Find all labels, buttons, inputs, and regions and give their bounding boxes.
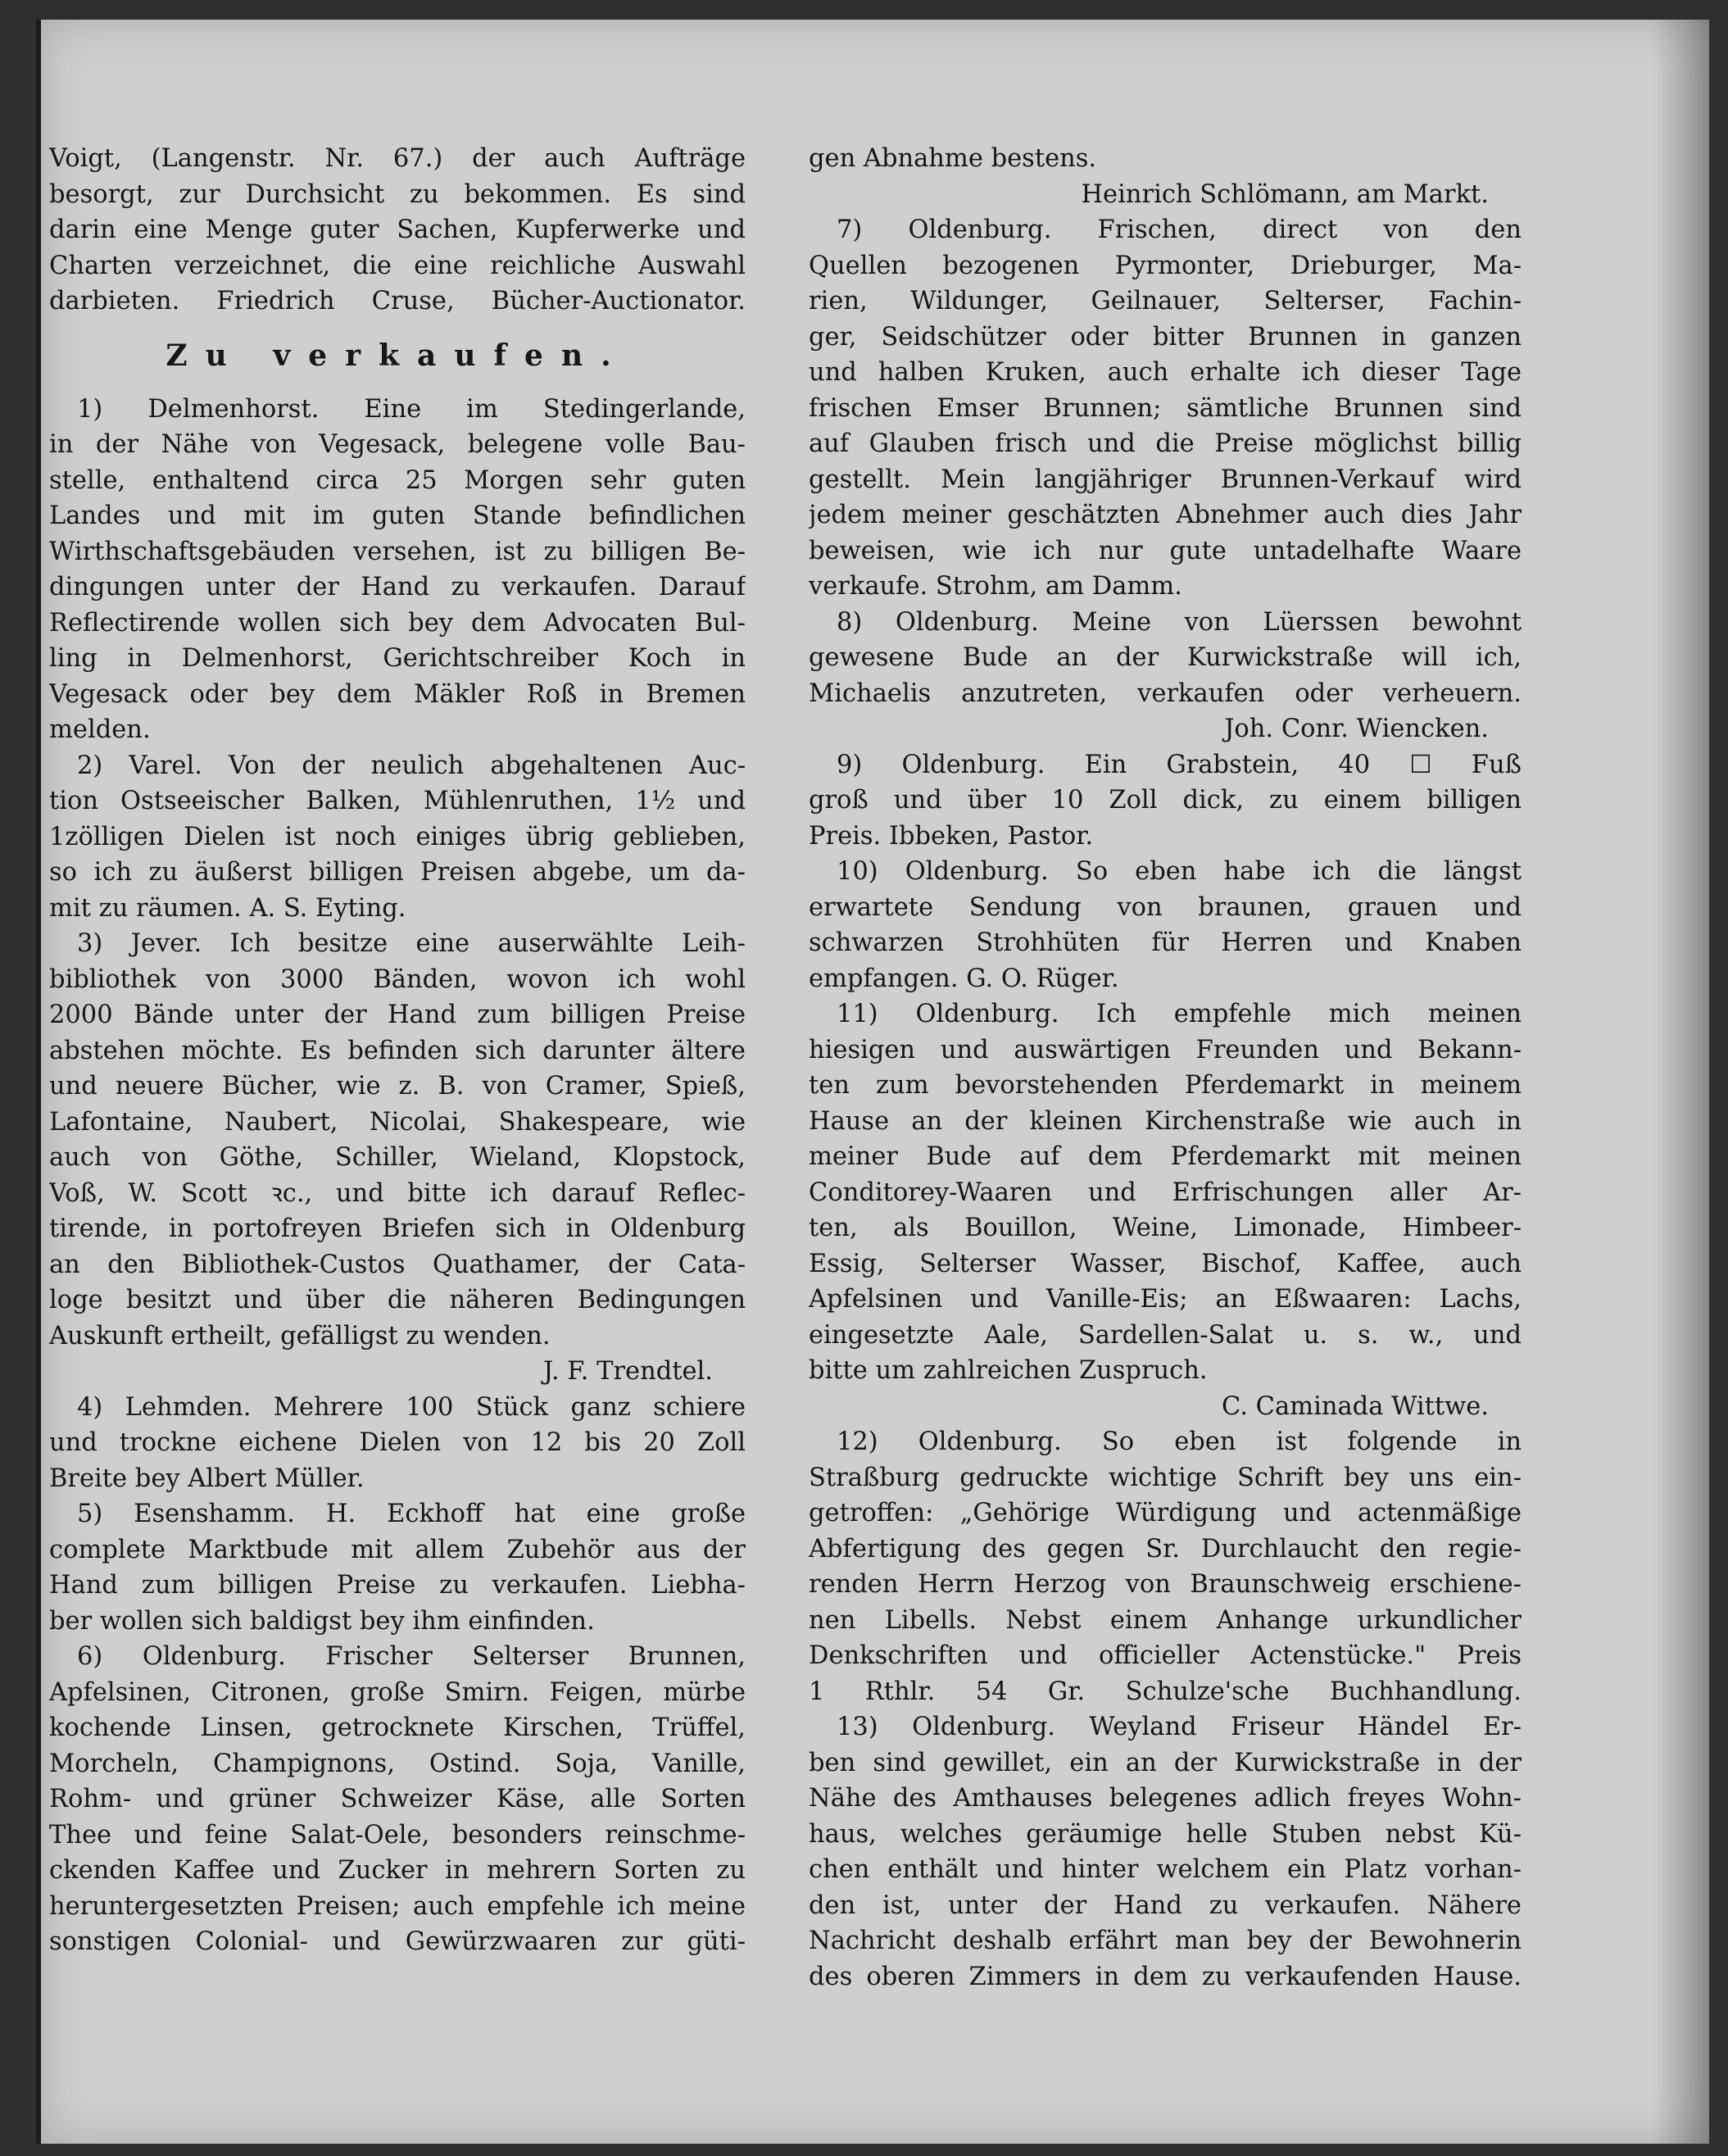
- text-line: und trockne eichene Dielen von 12 bis 20 Zoll: [49, 1428, 746, 1457]
- signature-line: Preis. Ibbeken, Pastor.: [809, 821, 1094, 851]
- text-line: des oberen Zimmers in dem zu verkaufenden Hause.: [809, 1962, 1522, 1991]
- signature-line: Breite bey Albert Müller.: [49, 1464, 365, 1493]
- text-line: bitte um zahlreichen Zuspruch.: [809, 1356, 1208, 1385]
- ad-start-line: 10) Oldenburg. So eben habe ich die längst: [837, 857, 1522, 886]
- ad-start-line: 3) Jever. Ich besitze eine auserwählte Leih-: [77, 929, 746, 958]
- text-line: eingesetzte Aale, Sardellen-Salat u. s. w., und: [809, 1320, 1522, 1350]
- text-line: haus, welches geräumige helle Stuben nebst Kü-: [809, 1819, 1522, 1849]
- text-line: bibliothek von 3000 Bänden, wovon ich wohl: [49, 965, 746, 994]
- text-line: Auskunft ertheilt, gefälligst zu wenden.: [49, 1321, 551, 1350]
- ad-start-line: 1) Delmenhorst. Eine im Stedingerlande,: [77, 394, 746, 424]
- text-line: darin eine Menge guter Sachen, Kupferwerke und: [49, 216, 746, 244]
- text-line: gewesene Bude an der Kurwickstraße will ich,: [809, 643, 1522, 672]
- text-line: Michaelis anzutreten, verkaufen oder verheuern.: [809, 679, 1522, 708]
- ad-start-line: 9) Oldenburg. Ein Grabstein, 40 ☐ Fuß: [837, 750, 1522, 779]
- signature-line: Joh. Conr. Wiencken.: [1224, 715, 1489, 743]
- text-line: groß und über 10 Zoll dick, zu einem billigen: [809, 786, 1522, 815]
- text-line: Lafontaine, Naubert, Nicolai, Shakespeare, wie: [49, 1107, 746, 1137]
- ad-start-line: 13) Oldenburg. Weyland Friseur Händel Er-: [837, 1713, 1522, 1741]
- text-line: nen Libells. Nebst einem Anhange urkundlicher: [809, 1605, 1522, 1635]
- text-line: renden Herrn Herzog von Braunschweig erschiene-: [809, 1570, 1522, 1599]
- text-line: darbieten. Friedrich Cruse, Bücher-Auctionator.: [49, 287, 746, 315]
- ad-start-line: 5) Esenshamm. H. Eckhoff hat eine große: [77, 1500, 746, 1528]
- text-line: chen enthält und hinter welchem ein Platz vorhan-: [809, 1855, 1522, 1884]
- text-line: gen Abnahme bestens.: [809, 144, 1097, 173]
- text-line: auf Glauben frisch und die Preise möglichst billig: [809, 429, 1522, 458]
- text-line: tion Ostseeischer Balken, Mühlenruthen, 1½ und: [49, 787, 746, 815]
- text-line: Voigt, (Langenstr. Nr. 67.) der auch Aufträge: [49, 144, 746, 173]
- text-line: sonstigen Colonial- und Gewürzwaaren zur güti-: [49, 1927, 746, 1956]
- text-line: und halben Kruken, auch erhalte ich dieser Tage: [809, 358, 1522, 387]
- signature-line: Heinrich Schlömann, am Markt.: [1081, 179, 1489, 209]
- text-line: an den Bibliothek-Custos Quathamer, der Cata-: [49, 1250, 746, 1279]
- ad-start-line: 2) Varel. Von der neulich abgehaltenen Auc-: [77, 751, 746, 780]
- text-line: Nähe des Amthauses belegenes adlich freyes Wohn-: [809, 1784, 1522, 1813]
- ad-start-line: 11) Oldenburg. Ich empfehle mich meinen: [837, 1000, 1522, 1028]
- newspaper-page: [36, 20, 1709, 2144]
- text-line: Straßburg gedruckte wichtige Schrift bey uns ein-: [809, 1463, 1522, 1492]
- right-column: [809, 141, 1522, 1995]
- text-line: Hand zum billigen Preise zu verkaufen. Liebha-: [49, 1571, 746, 1600]
- text-line: besorgt, zur Durchsicht zu bekommen. Es sind: [49, 179, 746, 209]
- text-line: Apfelsinen, Citronen, große Smirn. Feigen, mürbe: [49, 1677, 746, 1707]
- text-line: Wirthschaftsgebäuden versehen, ist zu billigen Be-: [49, 537, 746, 566]
- text-line: tirende, in portofreyen Briefen sich in Oldenburg: [49, 1214, 746, 1243]
- ad-start-line: 4) Lehmden. Mehrere 100 Stück ganz schiere: [77, 1392, 746, 1422]
- text-line: schwarzen Strohhüten für Herren und Knaben: [809, 928, 1522, 957]
- text-line: kochende Linsen, getrocknete Kirschen, Trüffel,: [49, 1713, 746, 1742]
- text-line: ling in Delmenhorst, Gerichtschreiber Koch in: [49, 644, 746, 673]
- text-line: rien, Wildunger, Geilnauer, Selterser, Fachin-: [809, 287, 1522, 315]
- ad-start-line: 7) Oldenburg. Frischen, direct von den: [837, 216, 1522, 244]
- text-line: Vegesack oder bey dem Mäkler Roß in Bremen: [49, 679, 746, 709]
- text-line: complete Marktbude mit allem Zubehör aus der: [49, 1535, 746, 1564]
- text-line: ben sind gewillet, ein an der Kurwickstraße in der: [809, 1748, 1522, 1777]
- text-line: melden.: [49, 715, 151, 744]
- text-line: hiesigen und auswärtigen Freunden und Bekann-: [809, 1035, 1522, 1064]
- text-line: Hause an der kleinen Kirchenstraße wie auch in: [809, 1106, 1522, 1136]
- ad-start-line: 6) Oldenburg. Frischer Selterser Brunnen,: [77, 1642, 746, 1671]
- text-line: getroffen: „Gehörige Würdigung und actenmäßige: [809, 1499, 1522, 1527]
- signature-line: 1 Rthlr. 54 Gr. Schulze'sche Buchhandlung.: [809, 1677, 1522, 1706]
- text-line: Thee und feine Salat-Oele, besonders reinschme-: [49, 1820, 746, 1850]
- text-line: Reflectirende wollen sich bey dem Advocaten Bul-: [49, 608, 746, 638]
- left-column: [49, 141, 746, 1960]
- text-line: Charten verzeichnet, die eine reichliche Auswahl: [49, 251, 746, 280]
- text-line: Apfelsinen und Vanille-Eis; an Eßwaaren: Lachs,: [809, 1285, 1522, 1314]
- text-line: meiner Bude auf dem Pferdemarkt mit meinen: [809, 1142, 1522, 1171]
- text-line: ger, Seidschützer oder bitter Brunnen in ganzen: [809, 322, 1522, 352]
- text-line: abstehen möchte. Es befinden sich darunter ältere: [49, 1036, 746, 1065]
- text-line: Landes und mit im guten Stande befindlichen: [49, 502, 746, 530]
- text-line: und neuere Bücher, wie z. B. von Cramer, Spieß,: [49, 1072, 746, 1101]
- signature-line: mit zu räumen. A. S. Eyting.: [49, 893, 406, 923]
- text-line: 1zölligen Dielen ist noch einiges übrig geblieben,: [49, 822, 746, 851]
- text-line: beweisen, wie ich nur gute untadelhafte Waare: [809, 536, 1522, 565]
- text-line: den ist, unter der Hand zu verkaufen. Nähere: [809, 1890, 1522, 1920]
- ad-start-line: 8) Oldenburg. Meine von Lüerssen bewohnt: [837, 607, 1522, 637]
- text-line: Quellen bezogenen Pyrmonter, Drieburger, Ma-: [809, 251, 1522, 280]
- text-line: Nachricht deshalb erfährt man bey der Bewohnerin: [809, 1927, 1522, 1955]
- text-line: 2000 Bände unter der Hand zum billigen Preise: [49, 1001, 746, 1029]
- text-line: in der Nähe von Vegesack, belegene volle Bau-: [49, 430, 746, 459]
- text-line: gestellt. Mein langjähriger Brunnen-Verkauf wird: [809, 465, 1522, 494]
- text-line: ber wollen sich baldigst bey ihm einfinden.: [49, 1606, 595, 1636]
- text-line: dingungen unter der Hand zu verkaufen. Darauf: [49, 573, 746, 601]
- section-heading: Zu verkaufen.: [166, 338, 629, 373]
- text-line: Abfertigung des gegen Sr. Durchlaucht den regie-: [809, 1534, 1522, 1564]
- text-line: jedem meiner geschätzten Abnehmer auch dies Jahr: [809, 501, 1522, 529]
- text-line: Voß, W. Scott ꝛc., und bitte ich darauf Reflec-: [49, 1178, 746, 1208]
- text-line: stelle, enthaltend circa 25 Morgen sehr guten: [49, 465, 746, 495]
- text-line: erwartete Sendung von braunen, grauen und: [809, 892, 1522, 922]
- text-line: Essig, Selterser Wasser, Bischof, Kaffee, auch: [809, 1249, 1522, 1278]
- text-line: Rohm- und grüner Schweizer Käse, alle Sorten: [49, 1785, 746, 1813]
- text-line: ten zum bevorstehenden Pferdemarkt in meinem: [809, 1071, 1522, 1100]
- ad-start-line: 12) Oldenburg. So eben ist folgende in: [837, 1427, 1522, 1456]
- signature-line: C. Caminada Wittwe.: [1222, 1391, 1489, 1421]
- signature-line: verkaufe. Strohm, am Damm.: [809, 572, 1182, 601]
- signature-line: J. F. Trendtel.: [543, 1357, 713, 1386]
- signature-line: empfangen. G. O. Rüger.: [809, 964, 1119, 993]
- text-line: ten, als Bouillon, Weine, Limonade, Himbeer-: [809, 1214, 1522, 1242]
- text-line: ckenden Kaffee und Zucker in mehrern Sorten zu: [49, 1856, 746, 1885]
- text-line: so ich zu äußerst billigen Preisen abgebe, um da-: [49, 858, 746, 887]
- text-line: Morcheln, Champignons, Ostind. Soja, Vanille,: [49, 1749, 746, 1778]
- text-line: heruntergesetzten Preisen; auch empfehle ich meine: [49, 1891, 746, 1921]
- text-line: auch von Göthe, Schiller, Wieland, Klopstock,: [49, 1143, 746, 1172]
- text-line: Denkschriften und officieller Actenstücke." Preis: [809, 1641, 1522, 1670]
- text-line: Conditorey-Waaren und Erfrischungen aller Ar-: [809, 1178, 1522, 1207]
- text-line: frischen Emser Brunnen; sämtliche Brunnen sind: [809, 393, 1522, 423]
- text-line: loge besitzt und über die näheren Bedingungen: [49, 1286, 746, 1314]
